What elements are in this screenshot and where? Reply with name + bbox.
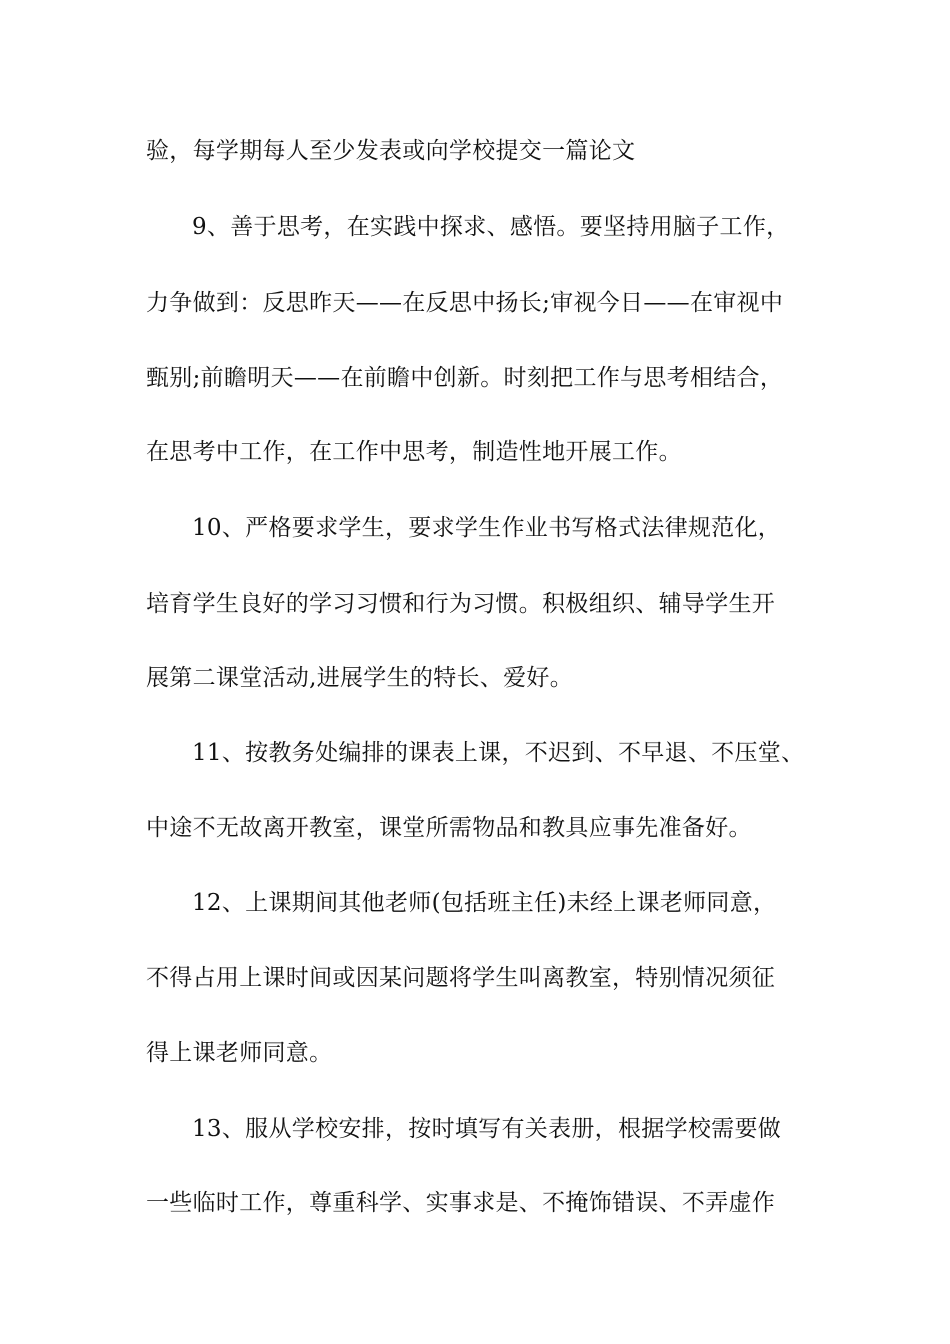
paragraph-12-start: 12、上课期间其他老师(包括班主任)未经上课老师同意， bbox=[192, 890, 777, 916]
text-line: 中途不无故离开教室，课堂所需物品和教具应事先准备好。 bbox=[146, 815, 752, 841]
text-line: 验，每学期每人至少发表或向学校提交一篇论文 bbox=[146, 138, 636, 164]
text-line: 甄别;前瞻明天——在前瞻中创新。时刻把工作与思考相结合， bbox=[146, 365, 784, 391]
text-line: 不得占用上课时间或因某问题将学生叫离教室，特别情况须征 bbox=[146, 965, 776, 991]
text-line: 一些临时工作，尊重科学、实事求是、不掩饰错误、不弄虚作 bbox=[146, 1190, 776, 1216]
text-line: 力争做到：反思昨天——在反思中扬长;审视今日——在审视中 bbox=[146, 290, 784, 316]
paragraph-10-start: 10、严格要求学生，要求学生作业书写格式法律规范化， bbox=[192, 515, 782, 541]
text-line: 展第二课堂活动,进展学生的特长、爱好。 bbox=[146, 665, 574, 691]
text-line: 培育学生良好的学习习惯和行为习惯。积极组织、辅导学生开 bbox=[146, 591, 776, 617]
paragraph-9-start: 9、善于思考，在实践中探求、感悟。要坚持用脑子工作， bbox=[192, 214, 790, 240]
paragraph-11-start: 11、按教务处编排的课表上课，不迟到、不早退、不压堂、 bbox=[192, 740, 805, 766]
text-line: 得上课老师同意。 bbox=[146, 1040, 333, 1066]
paragraph-13-start: 13、服从学校安排，按时填写有关表册，根据学校需要做 bbox=[192, 1116, 782, 1142]
text-line: 在思考中工作，在工作中思考，制造性地开展工作。 bbox=[146, 439, 682, 465]
